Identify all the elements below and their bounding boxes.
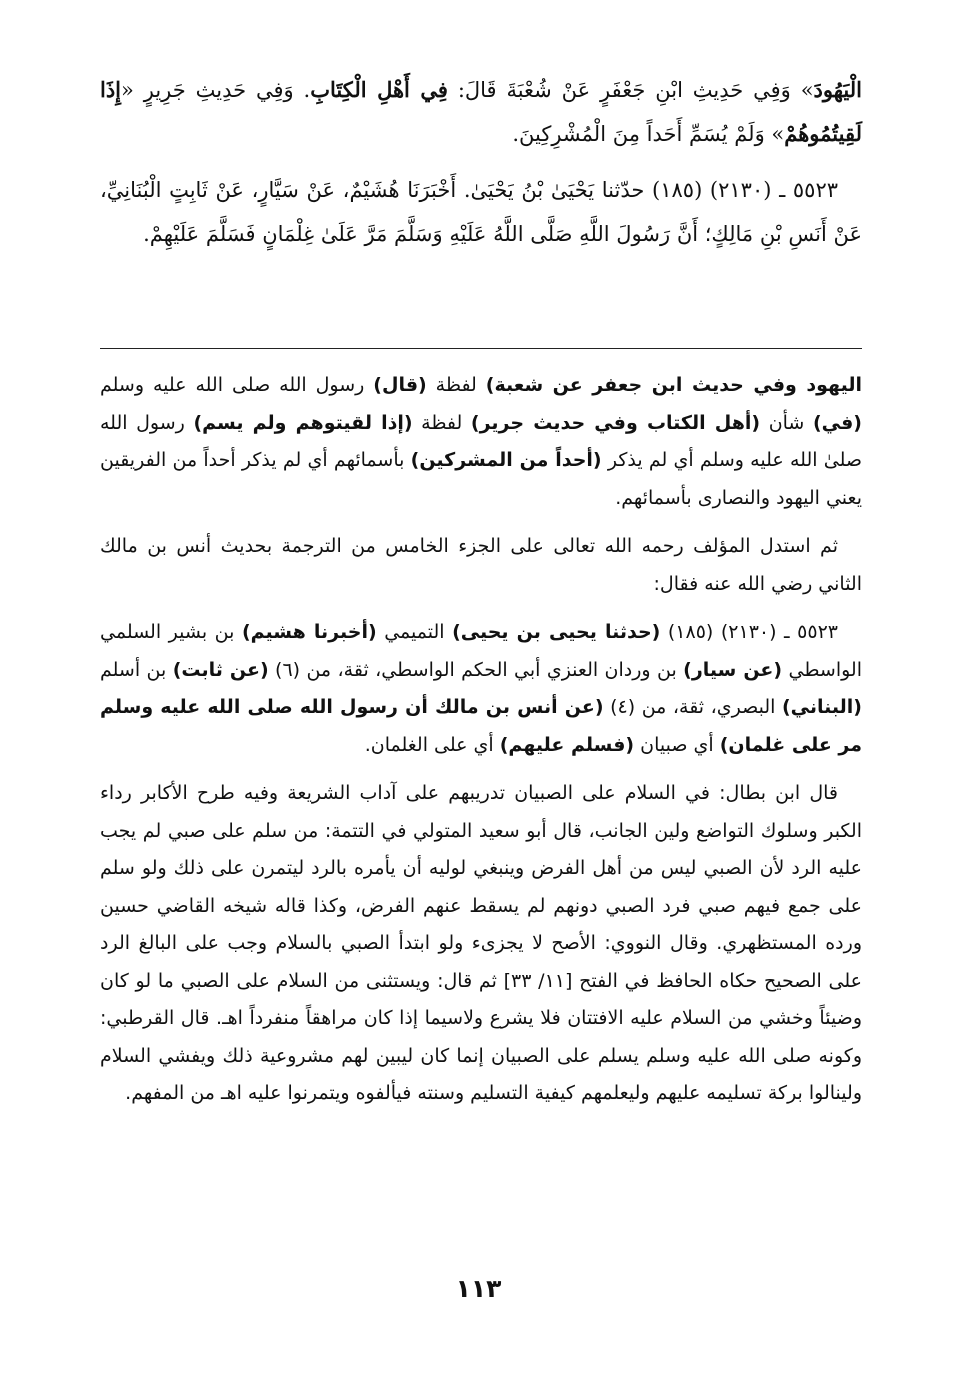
commentary-bold: (أهل الكتاب وفي حديث جرير) [470,411,761,434]
commentary-span: أي على الغلمان. [364,733,500,756]
commentary-bold: (قال) [373,374,427,396]
commentary-bold: (في) [812,411,862,434]
commentary-span: بن بشير السلمي الواسطي [100,621,862,681]
commentary-block [100,367,862,1113]
commentary-paragraph [100,367,862,517]
commentary-span: البصري، ثقة، من (٤) [603,696,782,718]
commentary-bold: (أخبرنا هشيم) [241,621,377,643]
commentary-span: رسول الله صلىٰ الله عليه وسلم أي لم يذكر [100,411,862,471]
main-text-span: . وَفِي حَدِيثِ جَرِيرٍ « [121,78,311,102]
hadith-paragraph: ٥٥٢٣ ـ (٢١٣٠) (١٨٥) حدّثنا يَحْيَىٰ بْنُ يَحْيَىٰ. أَخْبَرَنَا هُشَيْمٌ، عَنْ سَيَّارٍ، عَنْ ثَابِتٍ الْبُنَانِيِّ، عَنْ أَنَسِ بْنِ مَالِكٍ؛ أَنَّ رَسُولَ اللَّهِ صَلَّى اللَّهُ عَلَيْهِ وَسَلَّمَ مَرَّ عَلَىٰ غِلْمَانٍ فَسَلَّمَ عَلَيْهِمْ. [100,178,862,246]
commentary-bold: (عن أنس بن مالك أن رسول الله صلى الله عليه وسلم مر على غلمان) [100,696,862,756]
commentary-span: لفظة [426,374,486,396]
commentary-paragraph [100,614,862,764]
main-text-span: » وَفِي حَدِيثِ ابْنِ جَعْفَرٍ عَنْ شُعْبَةَ قَالَ: [447,78,814,102]
commentary-bold: اليهود وفي حديث ابن جعفر عن شعبة) [485,374,862,396]
commentary-span: بن أسلم [100,658,173,681]
commentary-bold: (أحداً من المشركين) [410,449,602,471]
commentary-bold: (فسلم عليهم) [499,733,635,756]
main-text-bold: إِذَا لَقِيتُمُوهُمْ [100,77,862,146]
main-text-bold: فِي أَهْلِ الْكِتَابِ [310,77,448,102]
main-text-bold: الْيَهُودَ [813,77,862,102]
main-text-span: » وَلَمْ يُسَمِّ أَحَداً مِنَ الْمُشْرِكِينَ. [512,122,785,146]
hadith-text-block [100,68,862,256]
commentary-bold: (البناني) [781,696,862,718]
commentary-paragraph: قال ابن بطال: في السلام على الصبيان تدريبهم على آداب الشريعة وفيه طرح الأكابر رداء الكبر وسلوك التواضع ولين الجانب، قال أبو سعيد المتولي في التتمة: من سلم على صبي لم يجب عليه الرد لأن الصبي ليس من أهل الفرض وينبغي لوليه أن يأمره بالرد ليتمرن على ذلك ولو سلم على جمع فيهم صبي فرد الصبي دونهم لم يسقط عنهم الفرض، وكذا قاله شيخه القاضي حسين ورده المستظهري. وقال النووي: الأصح لا يجزىء ولو ابتدأ الصبي بالسلام وجب على البالغ الرد على الصحيح حكاه الحافظ في الفتح [١١/ ٣٣] ثم قال: ويستثنى من السلام على الصبي ما لو كان وضيئاً وخشي من السلام عليه الافتتان فلا يشرع ولاسيما إذا كان مراهقاً منفرداً اهـ. قال القرطبي: وكونه صلى الله عليه وسلم يسلم على الصبيان إنما كان ليبين لهم مشروعية ذلك ويفشي السلام ولينالوا بركة تسليمه عليهم وليعلمهم كيفية التسليم وسنته فيألفوه ويتمرنوا عليه اهـ من المفهم. [100,782,862,1104]
commentary-span: بأسمائهم أي لم يذكر أحداً من الفريقين يعني اليهود والنصارى بأسمائهم. [100,449,862,509]
footnote-divider [100,348,862,349]
main-text-line1 [100,68,862,156]
page-number: ١١٣ [455,1274,502,1303]
commentary-span: لفظة [412,411,471,434]
commentary-paragraph: ثم استدل المؤلف رحمه الله تعالى على الجزء الخامس من الترجمة بحديث أنس بن مالك الثاني رضي الله عنه فقال: [100,535,862,595]
commentary-bold: (حدثنا يحيى بن يحيى) [452,621,661,643]
commentary-span: رسول الله صلى الله عليه وسلم [100,374,374,396]
commentary-span: أي صبيان [634,733,720,756]
commentary-span: التميمي [376,621,453,643]
commentary-span: ٥٥٢٣ ـ (٢١٣٠) (١٨٥) [660,621,838,643]
commentary-bold: (عن ثابت) [172,658,269,681]
commentary-bold: (إذا لقيتوهم ولم يسم) [193,411,413,434]
commentary-span: بن وردان العنزي أبي الحكم الواسطي، ثقة، من (٦) [268,658,684,681]
commentary-bold: (عن سيار) [683,658,783,681]
commentary-span: شأن [760,411,813,434]
